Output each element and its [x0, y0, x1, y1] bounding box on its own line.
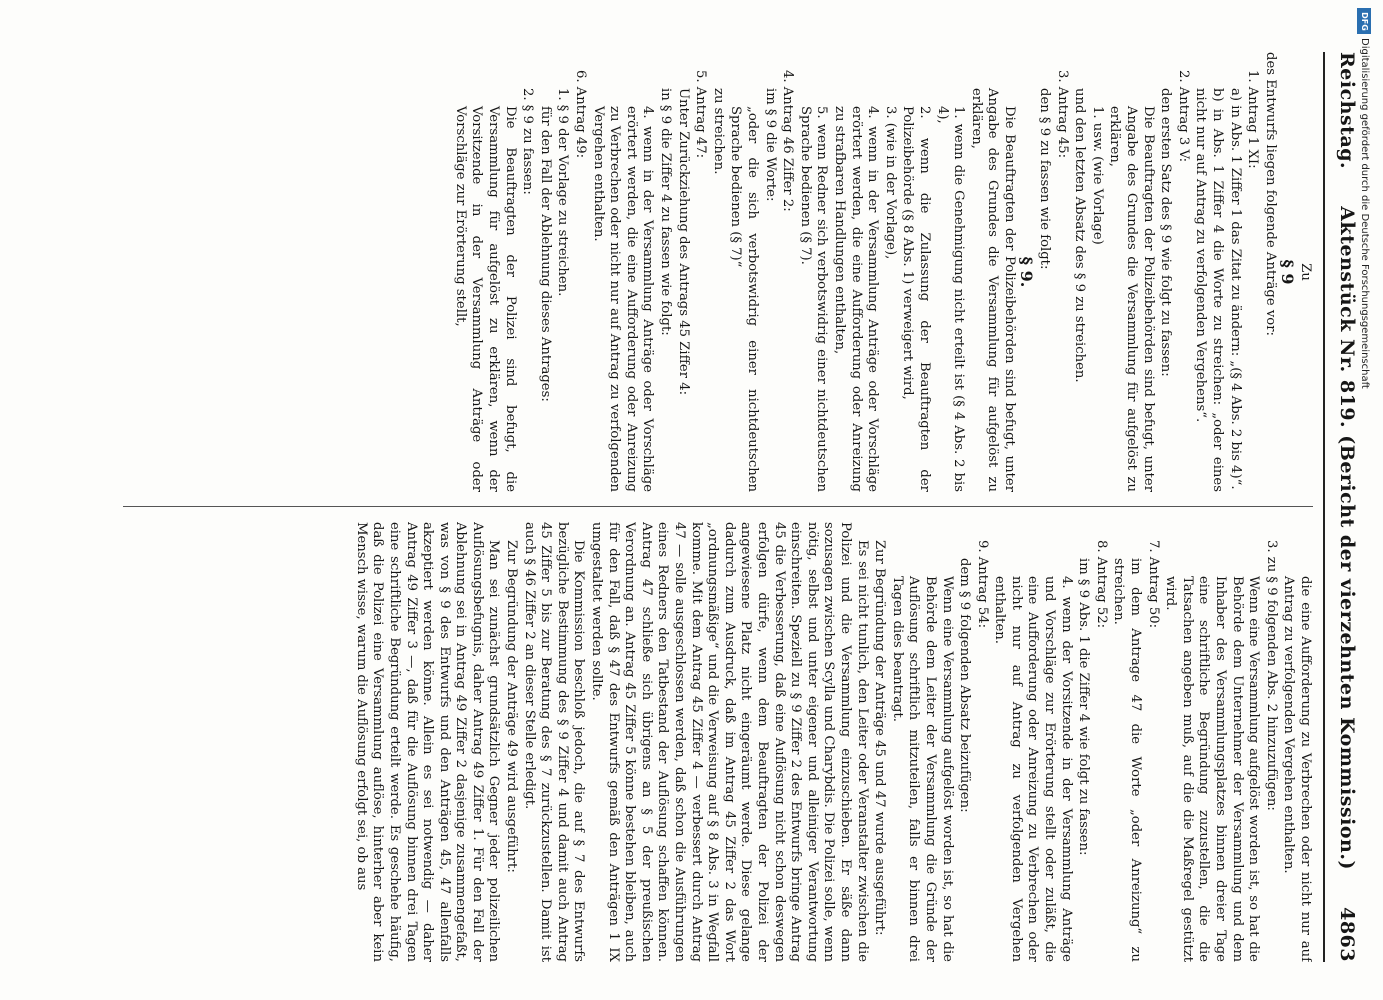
text-line: den § 9 zu fassen wie folgt:: [1037, 88, 1053, 270]
header-rule: [1323, 52, 1325, 962]
text-line: 4. wenn in der Versammlung Anträge oder Vorschläge erörtert werden, die eine Aufforderung oder Anreizung zu Verbrechen oder nicht nur auf Antrag zu verfolgenden Vergehen enthalten.: [590, 106, 656, 492]
text-line: § 9: [1278, 259, 1298, 285]
column-divider: [123, 506, 1313, 507]
header-title: Aktenstück Nr. 819. (Bericht der vierzehnten Kommission.): [1336, 206, 1358, 870]
text-line: a) in Abs. 1 Ziffer 1 das Zitat zu ändern: „(§ 4 Abs. 2 bis 4)“.: [1227, 88, 1243, 490]
left-column: [113, 52, 1313, 492]
text-line: 4. wenn der Vorsitzende in der Versammlung Anträge und Vorschläge zur Erörterung stellt oder zuläßt, die eine Aufforderung oder Anreizung zu Verbrechen oder nicht nur auf Antrag zu verfolgenden Vergehen enthalten.: [992, 576, 1074, 962]
text-line: 2. Antrag 3 V:: [1175, 70, 1191, 163]
text-line: zu streichen.: [710, 88, 726, 175]
text-line: des Entwurfs liegen folgende Anträge vor:: [1262, 52, 1278, 336]
dfg-logo-text: DFG: [1359, 11, 1369, 31]
text-line: § 9.: [1017, 256, 1037, 288]
dfg-logo: [1357, 8, 1371, 34]
text-line: in § 9 die Ziffer 4 zu fassen wie folgt:: [658, 88, 674, 336]
text-line: 3. zu § 9 folgenden Abs. 2 hinzuzufügen:: [1263, 540, 1279, 811]
text-line: im § 9 die Worte:: [762, 88, 778, 202]
text-line: 8. Antrag 52:: [1093, 540, 1109, 629]
text-line: „oder die sich verbotswidrig einer nichtdeutschen Sprache bedienen (§ 7)“: [728, 106, 760, 492]
text-line: die eine Aufforderung zu Verbrechen oder nicht nur auf Antrag zu verfolgenden Vergehen enthalten.: [1281, 576, 1313, 962]
text-line: 9. Antrag 54:: [974, 540, 990, 629]
text-line: im § 9 Abs. 1 die Ziffer 4 wie folgt zu fassen:: [1076, 558, 1092, 856]
text-line: den ersten Satz des § 9 wie folgt zu fassen:: [1158, 88, 1174, 377]
text-line: Es sei nicht tunlich, den Leiter oder Veranstalter zwischen die Polizei und die Versammlung einzuschieben. Er säße dann sozusagen zwischen Scylla und Charybdis. Die Polizei solle, wenn nötig, selbst und unter eigener und alleiniger Verantwortung einschreiten. Speziell zu § 9 Ziffer 2 des Entwurfs bringe Antrag 45 die Verbesserung, daß eine Auflösung nicht schon deswegen erfolgen dürfe, wenn dem Beauftragten der Polizei der angewiesene Platz nicht eingeräumt werde. Diese gelange dadurch zum Ausdruck, daß im Antrag 45 Ziffer 2 das Wort „ordnungsmäßige“ und die Verweisung auf § 8 Abs. 3 in Wegfall komme. Mit dem Antrag 45 Ziffer 4 — verbessert durch Antrag 47 — solle ausgeschlossen werden, daß schon die Ausführungen eines Redners den Tatbestand der Auflösung schaffen können. Antrag 47 schließe sich übrigens an § 5 der preußischen Verordnung an. Antrag 45 Ziffer 5 könne bestehen bleiben, auch für den Fall, daß § 47 des Entwurfs gemäß den Anträgen 1 IX umgestaltet werden sollte.: [589, 522, 870, 962]
text-line: und den letzten Absatz des § 9 zu streichen.: [1072, 88, 1088, 383]
text-line: Zu: [1298, 263, 1313, 281]
right-column: [113, 522, 1313, 962]
text-line: Die Beauftragten der Polizeibehörden sind befugt, unter Angabe des Grundes die Versammlung für aufgelöst zu erklären,: [1107, 106, 1156, 492]
text-line: 5. wenn Redner sich verbotswidrig einer nichtdeutschen Sprache bedienen (§ 7).: [797, 106, 830, 492]
text-line: Die Beauftragten der Polizeibehörden sind befugt, unter Angabe des Grundes die Versammlung für aufgelöst zu erklären,: [968, 88, 1017, 492]
text-line: 2. wenn die Zulassung der Beauftragten der Polizeibehörde (§ 8 Abs. 1) verweigert wird,: [900, 106, 932, 492]
text-line: 1. § 9 der Vorlage zu streichen.: [555, 88, 571, 297]
text-line: 4. Antrag 46 Ziffer 2:: [780, 70, 796, 212]
text-line: Wenn eine Versammlung aufgelöst worden ist, so hat die Behörde dem Leiter der Versammlung die Gründe der Auflösung schriftlich mitzuteilen, falls er binnen drei Tagen dies beantragt.: [889, 576, 955, 962]
text-line: Man sei zunächst grundsätzlich Gegner jeder polizeilichen Auflösungsbefugnis, daher Antrag 49 Ziffer 1. Für den Fall der Ablehnung sei in Antrag 49 Ziffer 2 dasjenige zusammengefaßt, was von § 9 des Entwurfs und den Anträgen 45, 47 allenfalls akzeptiert werden könne. Allein es sei notwendig — daher Antrag 49 Ziffer 3 —, daß für die Auflösung binnen drei Tagen eine schriftliche Begründung erteilt werde. Es geschehe häufig, daß die Polizei eine Versammlung auflöse, hinterher aber kein Mensch wisse, warum die Auflösung erfolgt sei, ob aus: [353, 522, 502, 962]
text-line: Zur Begründung der Anträge 45 und 47 wurde ausgeführt:: [872, 540, 888, 936]
document-page: [97, 52, 1367, 962]
text-line: 1. usw. (wie Vorlage): [1089, 106, 1105, 245]
text-line: 3. (wie in der Vorlage),: [882, 106, 898, 260]
text-line: 2. § 9 zu fassen:: [520, 88, 536, 195]
page-number: 4863: [1336, 907, 1358, 962]
text-line: 3. Antrag 45:: [1054, 70, 1070, 159]
text-line: 1. Antrag 1 XI:: [1245, 70, 1261, 169]
text-line: 6. Antrag 49:: [573, 70, 589, 159]
text-line: b) in Abs. 1 Ziffer 4 die Worte zu streichen: „oder eines nicht nur auf Antrag zu verfolgenden Vergehens“.: [1193, 88, 1226, 492]
text-line: Unter Zurückziehung des Antrags 45 Ziffer 4:: [675, 88, 691, 396]
text-line: 5. Antrag 47:: [693, 70, 709, 159]
text-line: Wenn eine Versammlung aufgelöst worden ist, so hat die Behörde dem Unternehmer der Versammlung und dem Inhaber des Versammlungsplatzes binnen dreier Tage eine schriftliche Begründung zuzustellen, die die Tatsachen angeben muß, auf die die Maßregel gestützt wird.: [1163, 576, 1262, 962]
header-left: Reichstag.: [1336, 52, 1358, 170]
text-line: 4. wenn in der Versammlung Anträge oder Vorschläge erörtert werden, die eine Aufforderung oder Anreizung zu strafbaren Handlungen enthalten,: [831, 106, 881, 492]
text-line: im dem Antrage 47 die Worte „oder Anreizung“ zu streichen.: [1111, 558, 1144, 962]
text-line: 7. Antrag 50:: [1145, 540, 1161, 629]
text-line: Zur Begründung der Anträge 49 wird ausgeführt:: [504, 540, 520, 873]
text-line: 1. wenn die Genehmigung nicht erteilt ist (§ 4 Abs. 2 bis 4),: [934, 106, 967, 492]
text-line: für den Fall der Ablehnung dieses Antrages:: [537, 106, 553, 402]
dfg-credit: Digitalisierung gefördert durch die Deutsche Forschungsgemeinschaft: [1359, 38, 1370, 389]
text-line: Die Kommission beschloß jedoch, die auf § 7 des Entwurfs bezügliche Bestimmung des § 9 Ziffer 4 und damit auch Antrag 45 Ziffer 5 bis zur Beratung des § 7 zurückzustellen. Damit ist auch § 46 Ziffer 2 an dieser Stelle erledigt.: [521, 522, 587, 962]
text-line: Die Beauftragten der Polizei sind befugt, die Versammlung für aufgelöst zu erklären, wenn der Vorsitzende in der Versammlung Anträge oder Vorschläge zur Erörterung stellt,: [452, 106, 518, 492]
text-line: dem § 9 folgenden Absatz beizufügen:: [957, 558, 973, 813]
